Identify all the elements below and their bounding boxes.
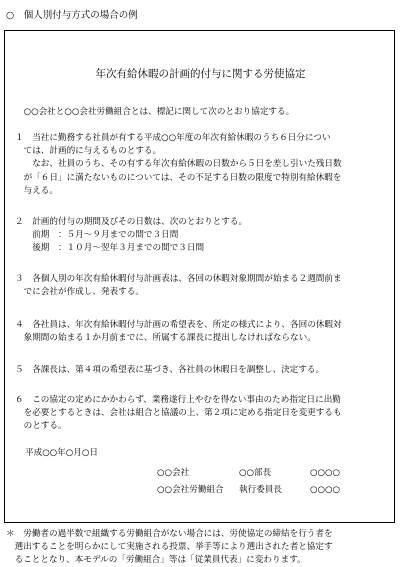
clause-line: でに会社が作成し、発表する。: [15, 287, 144, 298]
footnote-line: ることとなり、本モデルの「労働組合」等は「従業員代表」に変わります。: [6, 555, 306, 565]
footnote-line: ＊ 労働者の過半数で組織する労働組合がない場合には、労使協定の締結を行う者を: [6, 529, 333, 539]
clause-line: 前期 ：５月～９月までの間で３日間: [15, 230, 179, 241]
clause-line: 与える。: [15, 185, 58, 196]
agreement-frame: [4, 30, 395, 523]
clause-line: ４ 各社員は、年次有給休暇付与計画の希望表を、所定の様式により、各回の休暇対: [15, 320, 342, 330]
clause-6: [15, 394, 387, 434]
agreement-title: 年次有給休暇の計画的付与に関する労使協定: [95, 68, 306, 80]
union-signer-name: ○○○○: [310, 485, 340, 495]
agreement-date: 平成○○年○月○日: [25, 448, 98, 458]
clause-line: 象期間の始まる１か月前までに、所属する課長に提出しなければならない。: [15, 333, 316, 344]
clause-2: [15, 216, 387, 256]
intro-line: ○○会社と○○会社労働組合とは、標記に関して次のとおり協定する。: [15, 107, 295, 117]
clause-line: １ 当社に勤務する社員が有する平成○○年度の年次有給休暇のうち６日分につい: [15, 133, 331, 143]
clause-line: が「６日」に満たないものについては、その不足する日数の限度で特別有給休暇を: [15, 172, 342, 183]
company-signer-name: ○○○○: [310, 468, 340, 478]
union-name: ○○会社労働組合: [157, 485, 224, 495]
section-heading: ○ 個人別付与方式の場合の例: [6, 10, 138, 21]
clause-3: [15, 273, 387, 299]
agreement-intro: [15, 106, 387, 119]
clause-5: [15, 364, 387, 377]
footnote: [6, 528, 396, 567]
company-name: ○○会社: [157, 468, 190, 478]
clause-line: を必要とするときは、会社は組合と協議の上、第２項に定める指定日を変更するも: [15, 408, 342, 419]
footnote-line: 選出することを明らかにして実施される投票、挙手等により選出された者と協定す: [6, 542, 333, 552]
clause-1: [15, 132, 387, 198]
clause-line: ２ 計画的付与の期間及びその日数は、次のとおりとする。: [15, 217, 248, 227]
company-signer-role: ○○部長: [239, 468, 272, 478]
clause-line: ては、計画的に与えるものとする。: [15, 146, 162, 157]
clause-line: のとする。: [15, 421, 67, 432]
clause-line: ３ 各個人別の年次有給休暇付与計画表は、各回の休暇対象期間が始まる２週間前ま: [15, 274, 342, 284]
clause-line: 後期 ：１０月～翌年３月までの間で３日間: [15, 243, 205, 254]
clause-line: ５ 各課長は、第４項の希望表に基づき、各社員の休暇日を調整し、決定する。: [15, 365, 325, 375]
clause-line: ６ この協定の定めにかかわらず、業務遂行上やむを得ない事由のため指定日に出勤: [15, 395, 341, 405]
clause-line: なお、社員のうち、その有する年次有給休暇の日数から５日を差し引いた残日数: [15, 159, 342, 170]
union-signer-role: 執行委員長: [239, 485, 282, 495]
clause-4: [15, 319, 387, 345]
